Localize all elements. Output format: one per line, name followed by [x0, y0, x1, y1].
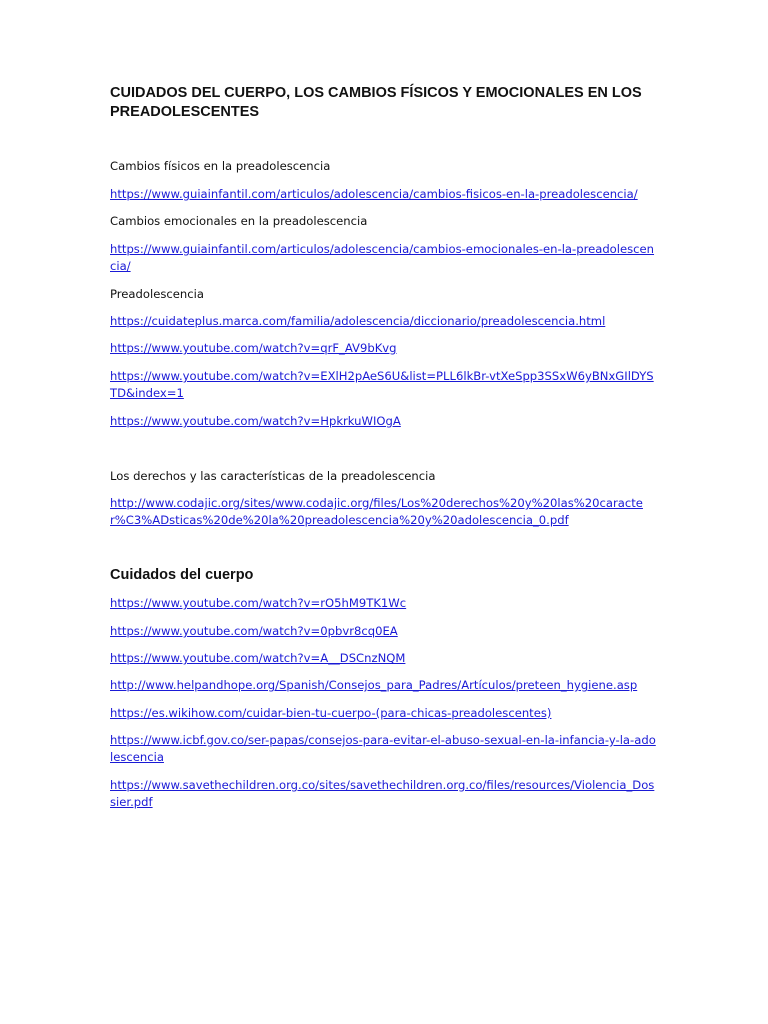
link-youtube-3[interactable]: https://www.youtube.com/watch?v=HpkrkuWIOgA: [110, 414, 401, 428]
section-label-preadolescencia: Preadolescencia: [110, 287, 204, 301]
section-label-cambios-fisicos: Cambios físicos en la preadolescencia: [110, 159, 331, 173]
document-title: CUIDADOS DEL CUERPO, LOS CAMBIOS FÍSICOS Y EMOCIONALES EN LOS PREADOLESCENTES: [110, 85, 642, 120]
link-cambios-fisicos[interactable]: https://www.guiainfantil.com/articulos/adolescencia/cambios-fisicos-en-la-preadolescencia/: [110, 187, 638, 201]
link-cuidateplus[interactable]: https://cuidateplus.marca.com/familia/adolescencia/diccionario/preadolescencia.html: [110, 314, 606, 328]
link-youtube-5[interactable]: https://www.youtube.com/watch?v=0pbvr8cq0EA: [110, 624, 398, 638]
link-helpandhope[interactable]: http://www.helpandhope.org/Spanish/Consejos_para_Padres/Artículos/preteen_hygiene.asp: [110, 678, 638, 692]
link-youtube-4[interactable]: https://www.youtube.com/watch?v=rO5hM9TK1Wc: [110, 596, 407, 610]
link-cambios-emocionales[interactable]: https://www.guiainfantil.com/articulos/adolescencia/cambios-emocionales-en-la-preadolescencia/: [110, 242, 655, 273]
link-icbf[interactable]: https://www.icbf.gov.co/ser-papas/consejos-para-evitar-el-abuso-sexual-en-la-infancia-y-la-adolescencia: [110, 733, 656, 764]
link-wikihow[interactable]: https://es.wikihow.com/cuidar-bien-tu-cuerpo-(para-chicas-preadolescentes): [110, 706, 552, 720]
link-youtube-6[interactable]: https://www.youtube.com/watch?v=A__DSCnzNQM: [110, 651, 406, 665]
link-codajic[interactable]: http://www.codajic.org/sites/www.codajic.org/files/Los%20derechos%20y%20las%20caracter%C3%ADsticas%20de%20la%20preadolescencia%20y%20adolescencia_0.pdf: [110, 496, 643, 527]
link-youtube-2[interactable]: https://www.youtube.com/watch?v=EXlH2pAeS6U&list=PLL6lkBr-vtXeSpp3SSxW6yBNxGIlDYSTD&index=1: [110, 369, 654, 400]
link-youtube-1[interactable]: https://www.youtube.com/watch?v=qrF_AV9bKvg: [110, 341, 397, 355]
section-label-derechos: Los derechos y las características de la preadolescencia: [110, 469, 436, 483]
link-savethechildren[interactable]: https://www.savethechildren.org.co/sites/savethechildren.org.co/files/resources/Violencia_Dossier.pdf: [110, 778, 655, 809]
section-heading-cuidados-del-cuerpo: Cuidados del cuerpo: [110, 567, 254, 583]
section-label-cambios-emocionales: Cambios emocionales en la preadolescencia: [110, 214, 368, 228]
